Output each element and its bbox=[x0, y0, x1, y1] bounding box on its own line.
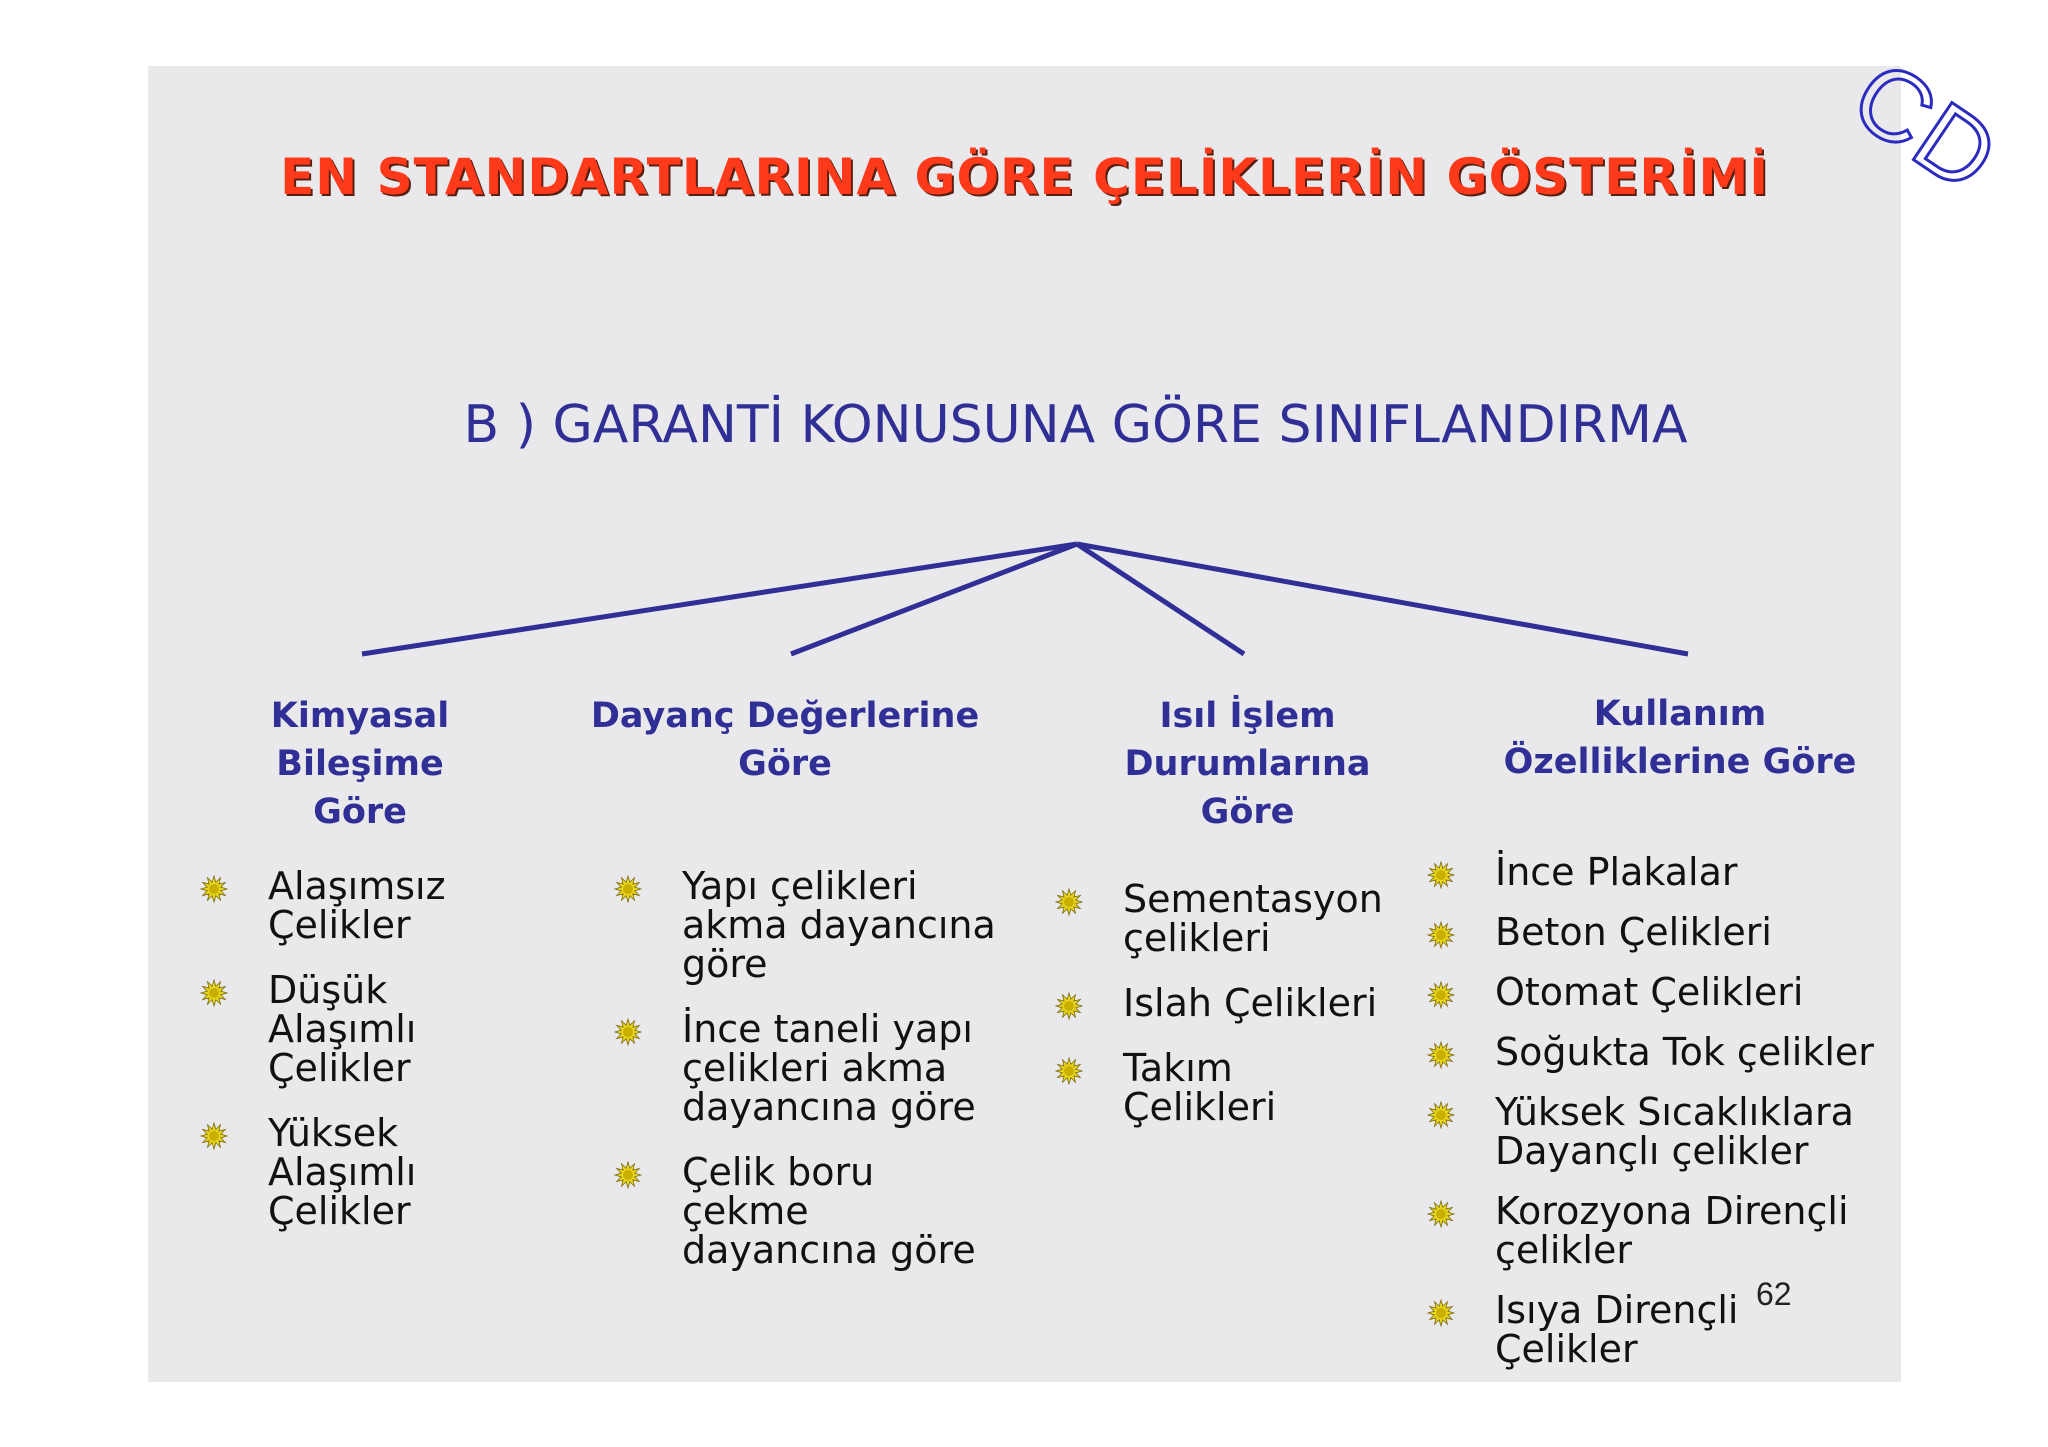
list-item-line: İnce Plakalar bbox=[1495, 850, 1738, 894]
list-item-line: göre bbox=[682, 942, 768, 986]
list-item bbox=[614, 1150, 1034, 1272]
sun-burst-bullet-icon bbox=[1427, 981, 1455, 1009]
list-item bbox=[1427, 910, 1907, 954]
list-item bbox=[1055, 981, 1415, 1025]
list-item-line: Beton Çelikleri bbox=[1495, 910, 1772, 954]
category-heading-line: Göre bbox=[738, 744, 832, 784]
list-item bbox=[1427, 970, 1907, 1014]
category-heading-line: Isıl İşlem bbox=[1159, 696, 1336, 736]
list-item bbox=[1427, 1189, 1907, 1272]
category-heading-3 bbox=[1075, 692, 1420, 836]
category-heading-line: Kullanım bbox=[1593, 694, 1767, 734]
list-item bbox=[1427, 850, 1907, 894]
category-heading-4 bbox=[1490, 690, 1870, 786]
list-item-line: Yüksek bbox=[268, 1111, 399, 1155]
sun-burst-bullet-icon bbox=[1427, 1299, 1455, 1327]
list-item bbox=[200, 864, 540, 947]
sun-burst-bullet-icon bbox=[1055, 1057, 1083, 1085]
list-item bbox=[1055, 1046, 1415, 1129]
list-item-line: dayancına göre bbox=[682, 1085, 976, 1129]
list-item-line: Korozyona Dirençli bbox=[1495, 1189, 1849, 1233]
list-item-line: Çelikler bbox=[268, 1046, 411, 1090]
sun-burst-bullet-icon bbox=[200, 1122, 228, 1150]
list-item bbox=[1427, 1030, 1907, 1074]
category-heading-line: Göre bbox=[313, 792, 407, 832]
list-item-line: Çelikler bbox=[268, 1189, 411, 1233]
sun-burst-bullet-icon bbox=[1427, 861, 1455, 889]
list-item bbox=[614, 864, 1034, 986]
slide-subtitle: B ) GARANTİ KONUSUNA GÖRE SINIFLANDIRMA bbox=[463, 395, 1688, 455]
list-item bbox=[1427, 1090, 1907, 1173]
sun-burst-bullet-icon bbox=[614, 1161, 642, 1189]
list-item-line: Sementasyon bbox=[1123, 877, 1383, 921]
category-list-3 bbox=[1055, 877, 1415, 1153]
list-item bbox=[1427, 1288, 1907, 1371]
list-item-line: İnce taneli yapı bbox=[682, 1007, 973, 1051]
list-item-line: çelikleri akma bbox=[682, 1046, 948, 1090]
sun-burst-bullet-icon bbox=[1055, 992, 1083, 1020]
list-item-line: Isıya Dirençli bbox=[1495, 1288, 1739, 1332]
sun-burst-bullet-icon bbox=[200, 979, 228, 1007]
list-item-line: Alaşımlı bbox=[268, 1150, 417, 1194]
list-item-line: akma dayancına bbox=[682, 903, 996, 947]
list-item-line: çekme bbox=[682, 1189, 809, 1233]
connector-line-1 bbox=[362, 544, 1077, 654]
sun-burst-bullet-icon bbox=[614, 875, 642, 903]
list-item-line: çelikleri bbox=[1123, 916, 1271, 960]
category-list-2 bbox=[614, 864, 1034, 1296]
sun-burst-bullet-icon bbox=[1055, 888, 1083, 916]
list-item bbox=[614, 1007, 1034, 1129]
category-list-4 bbox=[1427, 850, 1907, 1390]
list-item-line: Çelikler bbox=[1495, 1327, 1638, 1371]
list-item-line: Çelik boru bbox=[682, 1150, 875, 1194]
sun-burst-bullet-icon bbox=[614, 1018, 642, 1046]
list-item-line: Yapı çelikleri bbox=[682, 864, 918, 908]
cd-logo-text: CD bbox=[1832, 38, 2019, 215]
list-item-line: Dayançlı çelikler bbox=[1495, 1129, 1809, 1173]
list-item-line: Çelikler bbox=[268, 903, 411, 947]
page-number: 62 bbox=[1756, 1276, 1792, 1312]
list-item-line: Takım bbox=[1123, 1046, 1233, 1090]
list-item-line: Düşük bbox=[268, 968, 388, 1012]
list-item-line: dayancına göre bbox=[682, 1228, 976, 1272]
list-item-line: Islah Çelikleri bbox=[1123, 981, 1378, 1025]
slide-title: EN STANDARTLARINA GÖRE ÇELİKLERİN GÖSTERİMİ bbox=[280, 148, 1769, 206]
category-heading-line: Özelliklerine Göre bbox=[1503, 742, 1857, 782]
list-item-line: Otomat Çelikleri bbox=[1495, 970, 1804, 1014]
sun-burst-bullet-icon bbox=[200, 875, 228, 903]
list-item bbox=[1055, 877, 1415, 960]
category-list-1 bbox=[200, 864, 540, 1257]
category-heading-line: Kimyasal Bileşime bbox=[270, 696, 450, 784]
sun-burst-bullet-icon bbox=[1427, 1101, 1455, 1129]
sun-burst-bullet-icon bbox=[1427, 1200, 1455, 1228]
list-item-line: Çelikleri bbox=[1123, 1085, 1277, 1129]
list-item bbox=[200, 1111, 540, 1233]
list-item bbox=[200, 968, 540, 1090]
sun-burst-bullet-icon bbox=[1427, 921, 1455, 949]
list-item-line: Yüksek Sıcaklıklara bbox=[1495, 1090, 1854, 1134]
category-heading-line: Dayanç Değerlerine bbox=[590, 696, 980, 736]
list-item-line: Soğukta Tok çelikler bbox=[1495, 1030, 1874, 1074]
category-heading-1 bbox=[190, 692, 530, 836]
connector-line-4 bbox=[1077, 544, 1688, 654]
connector-line-2 bbox=[791, 544, 1077, 654]
category-heading-2 bbox=[590, 692, 980, 788]
list-item-line: çelikler bbox=[1495, 1228, 1632, 1272]
category-heading-line: Durumlarına Göre bbox=[1124, 744, 1371, 832]
list-item-line: Alaşımlı bbox=[268, 1007, 417, 1051]
list-item-line: Alaşımsız bbox=[268, 864, 446, 908]
sun-burst-bullet-icon bbox=[1427, 1041, 1455, 1069]
